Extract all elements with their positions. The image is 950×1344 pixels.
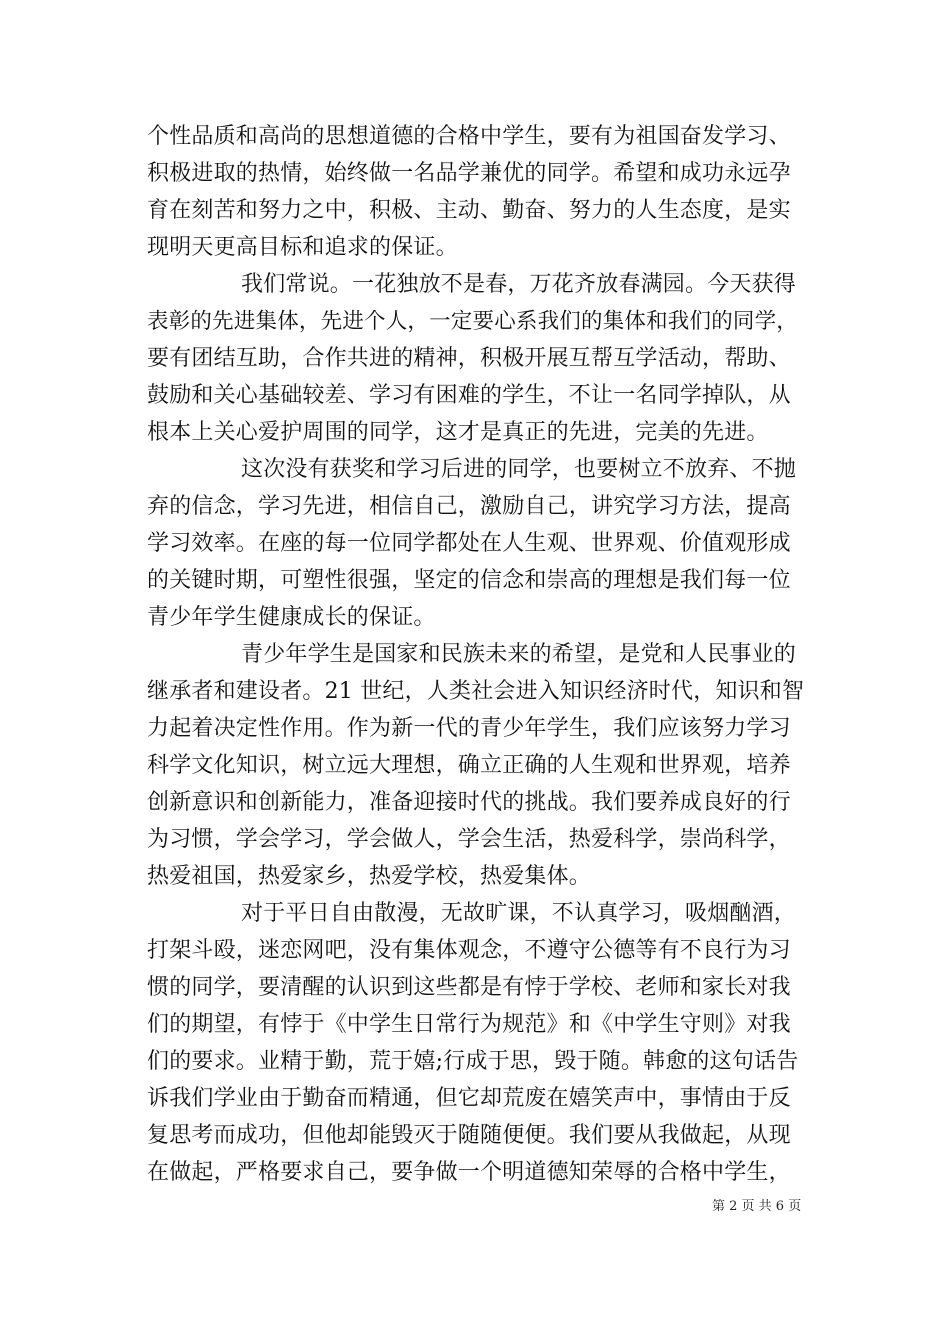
- text-line: 创新意识和创新能力，准备迎接时代的挑战。我们要养成良好的行: [147, 790, 791, 815]
- text-line: 们的期望，有悖于《中学生日常行为规范》和《中学生守则》对我: [147, 1012, 791, 1037]
- text-line: 要有团结互助，合作共进的精神，积极开展互帮互学活动，帮助、: [147, 346, 791, 371]
- text-line: 青少年学生健康成长的保证。: [147, 605, 436, 630]
- text-line: 复思考而成功，但他却能毁灭于随随便便。我们要从我做起，从现: [147, 1123, 791, 1148]
- text-line: 打架斗殴，迷恋网吧，没有集体观念，不遵守公德等有不良行为习: [147, 938, 791, 963]
- text-line: 现明天更高目标和追求的保证。: [147, 235, 458, 260]
- text-line: 表彰的先进集体，先进个人，一定要心系我们的集体和我们的同学，: [147, 309, 799, 334]
- text-line: 在做起，严格要求自己，要争做一个明道德知荣辱的合格中学生，: [147, 1160, 791, 1185]
- text-line: 育在刻苦和努力之中，积极、主动、勤奋、努力的人生态度，是实: [147, 198, 791, 223]
- text-line: 热爱祖国，热爱家乡，热爱学校，热爱集体。: [147, 864, 592, 889]
- text-line: 个性品质和高尚的思想道德的合格中学生，要有为祖国奋发学习、: [147, 124, 791, 149]
- paragraph-first-line: 对于平日自由散漫，无故旷课，不认真学习，吸烟酗酒，: [241, 901, 797, 926]
- text-line: 诉我们学业由于勤奋而精通，但它却荒废在嬉笑声中，事情由于反: [147, 1086, 791, 1111]
- text-line: 弃的信念，学习先进，相信自己，激励自己，讲究学习方法，提高: [147, 494, 791, 519]
- text-line: 科学文化知识，树立远大理想，确立正确的人生观和世界观，培养: [147, 753, 791, 778]
- paragraph-first-line: 这次没有获奖和学习后进的同学，也要树立不放弃、不抛: [241, 457, 797, 482]
- paragraph-first-line: 我们常说。一花独放不是春，万花齐放春满园。今天获得: [241, 272, 797, 297]
- document-body: [147, 118, 807, 1191]
- text-line: 们的要求。业精于勤，荒于嬉;行成于思，毁于随。韩愈的这句话告: [147, 1049, 799, 1074]
- page-number-footer: 第 2 页 共 6 页: [712, 1199, 802, 1214]
- text-line: 根本上关心爱护周围的同学，这才是真正的先进，完美的先进。: [147, 420, 769, 445]
- text-line: 力起着决定性作用。作为新一代的青少年学生，我们应该努力学习: [147, 716, 791, 741]
- paragraph-first-line: 青少年学生是国家和民族未来的希望，是党和人民事业的: [241, 642, 797, 667]
- text-line: 积极进取的热情，始终做一名品学兼优的同学。希望和成功永远孕: [147, 161, 791, 186]
- text-line: 鼓励和关心基础较差、学习有困难的学生，不让一名同学掉队，从: [147, 383, 791, 408]
- text-line: 学习效率。在座的每一位同学都处在人生观、世界观、价值观形成: [147, 531, 791, 556]
- text-line: 惯的同学，要清醒的认识到这些都是有悖于学校、老师和家长对我: [147, 975, 791, 1000]
- text-line: 的关键时期，可塑性很强，坚定的信念和崇高的理想是我们每一位: [147, 568, 791, 593]
- text-line: 继承者和建设者。21 世纪，人类社会进入知识经济时代，知识和智: [147, 679, 805, 704]
- text-line: 为习惯，学会学习，学会做人，学会生活，热爱科学，崇尚科学，: [147, 827, 791, 852]
